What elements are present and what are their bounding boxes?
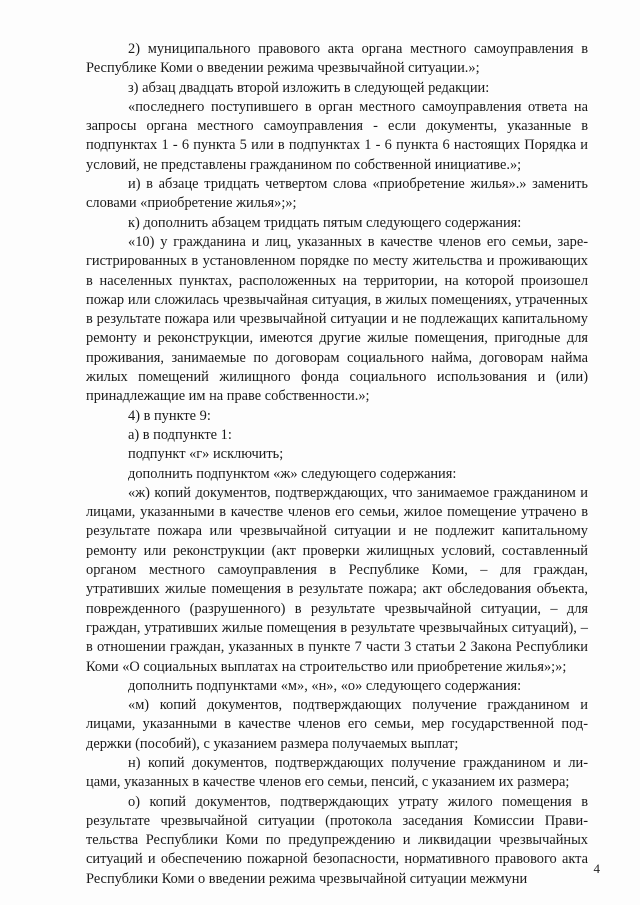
paragraph-10: дополнить подпунктом «ж» следующего содержания:: [128, 465, 457, 482]
paragraph-15: о) копий документов, подтверждающих утрату жилого помещения в результате чрезвычайной ситуации (протокола заседания Комиссии Правительства Республики Коми по предупреждению и ликвидации чрезвычайных ситуаций и обеспечению пожарной безопасности, нормативного правового акта Республики Коми о введении режима чрезвычайной ситуации межмуни: [86, 793, 588, 887]
paragraph-3: «последнего поступившего в орган местного самоуправления ответа на запросы органа местного самоуправления - если документы, указанные в подпунктах 1 - 6 пункта 5 или в подпунктах 1 - 6 пункта 6 настоящих Порядка и условий, не представлены гражданином по собственной инициативе.»;: [86, 98, 588, 173]
paragraph-8: а) в подпункте 1:: [128, 426, 232, 443]
paragraph-9: подпункт «г» исключить;: [128, 446, 284, 463]
paragraph-6: «10) у гражданина и лиц, указанных в качестве членов его семьи, зарегистрированных в установленном порядке по месту жительства и проживающих в населенных пунктах, расположенных на территории, на которой произошел пожар или сложилась чрезвычайная ситуация, в жилых помещениях, утраченных в результате пожара или чрезвычайной ситуации и не подлежащих капитальному ремонту и реконструкции, имеются другие жилые помещения, пригодные для проживания, занимаемые по договорам социального найма, договорам найма жилых помещений жилищного фонда социального использования и (или) принадлежащие им на праве собственности.»;: [86, 233, 588, 405]
paragraph-14: н) копий документов, подтверждающих получение гражданином и лицами, указанных в качестве членов его семьи, пенсий, с указанием их размера;: [86, 754, 588, 791]
paragraph-4: и) в абзаце тридцать четвертом слова «приобретение жилья».» заменить словами «приобретение жилья»;»;: [86, 176, 588, 212]
paragraph-2: з) абзац двадцать второй изложить в следующей редакции:: [128, 79, 490, 96]
page-number: 4: [593, 861, 600, 876]
paragraph-1: 2) муниципального правового акта органа местного самоуправления в Республике Коми о введении режима чрезвычайной ситуации.»;: [86, 41, 588, 77]
paragraph-5: к) дополнить абзацем тридцать пятым следующего содержания:: [128, 214, 522, 231]
paragraph-12: дополнить подпунктами «м», «н», «о» следующего содержания:: [128, 677, 522, 694]
paragraph-13: «м) копий документов, подтверждающих получение гражданином и лицами, указанными в качестве членов его семьи, мер государственной поддержки (пособий), с указанием размера получаемых выплат;: [86, 697, 588, 752]
paragraph-11: «ж) копий документов, подтверждающих, что занимаемое гражданином и лицами, указанными в качестве членов его семьи, жилое помещение утрачено в результате пожара или чрезвычайной ситуации и не подлежит капитальному ремонту или реконструкции (акт проверки жилищных условий, составленный органом местного самоуправления в Республике Коми, – для граждан, утративших жилые помещения в результате пожара; акт обследования объекта, поврежденного (разрушенного) в результате чрезвычайной ситуации, – для граждан, утративших жилые помещения в результате чрезвычайных ситуаций), – в отношении граждан, указанных в пункте 7 части 3 статьи 2 Закона Республики Коми «О социальных выплатах на строительство или приобретение жилья»;»;: [86, 484, 588, 675]
paragraph-7: 4) в пункте 9:: [128, 407, 211, 424]
document-body: [86, 40, 588, 889]
